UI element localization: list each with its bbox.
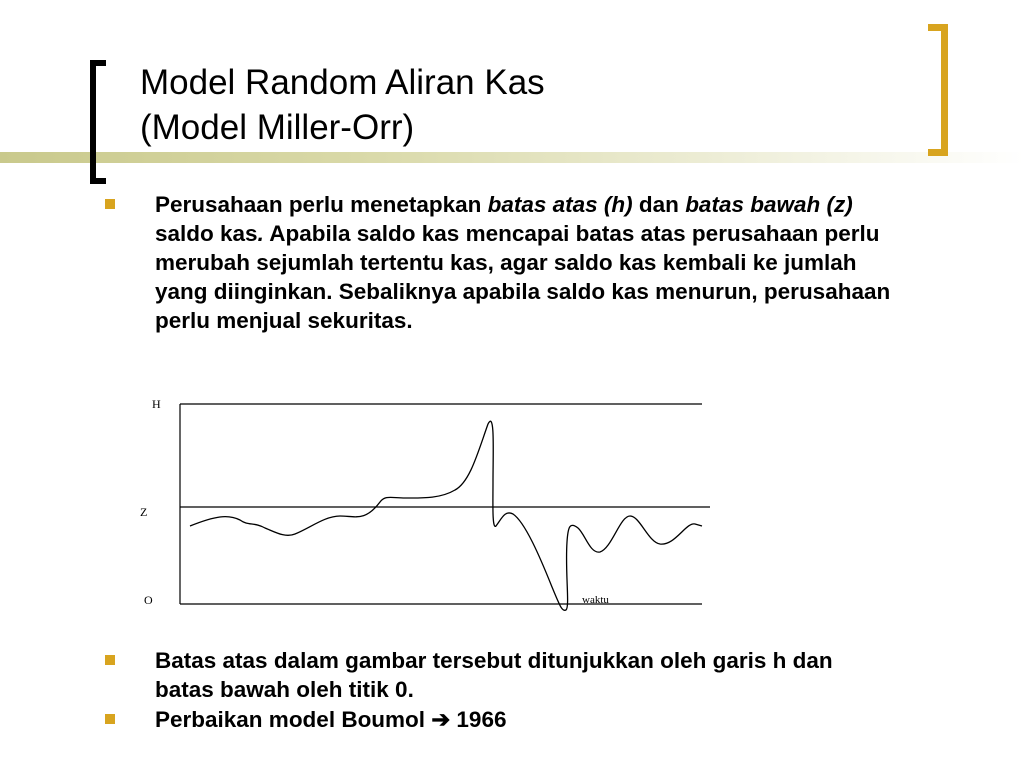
axis-label-waktu: waktu	[582, 594, 609, 606]
bullet1-upper-limit: batas atas (h)	[487, 192, 633, 217]
bullet-marker	[105, 714, 115, 724]
bullet1-lower-limit: batas bawah (z)	[685, 192, 853, 217]
slide-title	[140, 60, 545, 150]
title-divider-bar	[0, 152, 1024, 163]
bullet1-text-d: Apabila saldo kas mencapai batas atas perusahaan perlu merubah sejumlah tertentu kas, agar saldo kas kembali ke jumlah yang diinginkan. Sebaliknya apabila saldo kas menurun, perusahaan perlu menjual sekuritas.	[155, 221, 891, 333]
bullet1-text-b: dan	[632, 192, 686, 217]
bullet3-text: Perbaikan model Boumol	[155, 707, 432, 732]
bullet1-text-a: Perusahaan perlu menetapkan	[155, 192, 488, 217]
axis-label-o: O	[144, 593, 153, 607]
bullet1-period: .	[257, 221, 264, 246]
bullet-text-2: Batas atas dalam gambar tersebut ditunjukkan oleh garis h dan batas bawah oleh titik 0.	[155, 648, 833, 702]
bullet1-text-c: saldo kas	[155, 221, 258, 246]
slide-title-line1: Model Random Aliran Kas	[140, 63, 545, 102]
miller-orr-chart	[130, 392, 710, 614]
bullet-marker	[105, 655, 115, 665]
bullet-marker	[105, 199, 115, 209]
cash-balance-curve	[190, 421, 702, 610]
left-bracket-decoration	[90, 60, 106, 184]
bullet-text-3	[155, 705, 915, 734]
bullet-text-1	[155, 190, 915, 335]
arrow-right-icon: ➔	[431, 707, 451, 732]
axis-label-h: H	[152, 397, 161, 411]
right-bracket-decoration	[928, 24, 948, 156]
slide-title-line2: (Model Miller-Orr)	[140, 108, 415, 147]
axis-label-z: Z	[140, 505, 148, 519]
bullet3-year: 1966	[450, 707, 507, 732]
